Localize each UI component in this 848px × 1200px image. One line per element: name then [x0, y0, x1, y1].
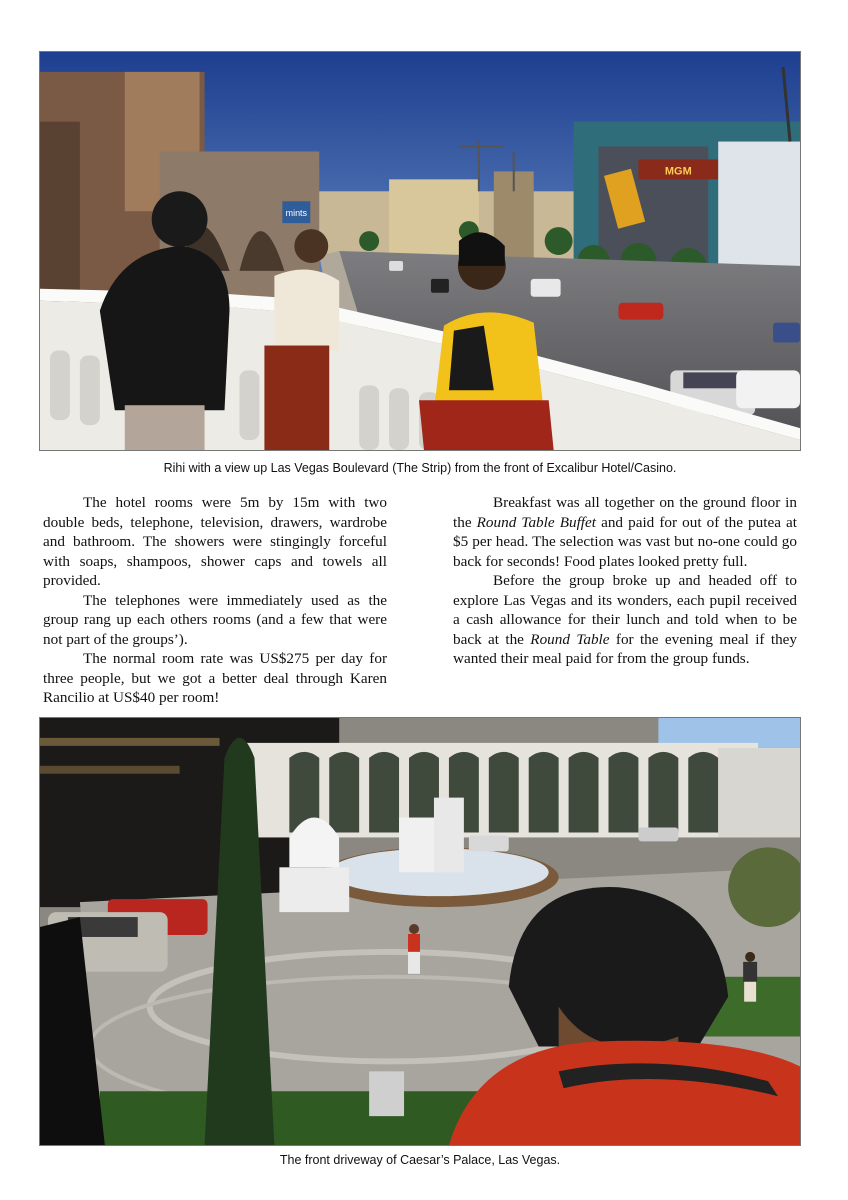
paragraph-group-funds: Before the group broke up and headed off to explore Las Vegas and its wonders, each pupil received a cash allowance for their lunch and told when to be back at the Round Table for the evening meal if they wanted their meal paid for from the group funds.	[453, 572, 797, 667]
strip-photo-caption: Rihi with a view up Las Vegas Boulevard (The Strip) from the front of Excalibur Hotel/Casino.	[163, 461, 677, 475]
paragraph-room-rate: The normal room rate was US$275 per day for three people, but we got a better deal through Karen Rancilio at US$40 per room!	[43, 650, 387, 706]
casino-sign: MGM	[664, 165, 692, 178]
article-column-left	[43, 493, 387, 708]
caesars-photo-caption: The front driveway of Caesar’s Palace, Las Vegas.	[279, 1153, 561, 1167]
strip-photo	[39, 51, 801, 451]
caesars-palace-photo	[39, 717, 801, 1146]
man-red-shirt	[408, 924, 420, 974]
paragraph-telephones: The telephones were immediately used as the group rang up each others rooms (and a few that were not part of the groups’).	[43, 591, 387, 648]
paragraph-hotel-rooms: The hotel rooms were 5m by 15m with two double beds, telephone, television, drawers, wardrobe and bathroom. The showers were stingingly forceful with soaps, shampoos, shower caps and towels all provided.	[43, 494, 387, 589]
article-column-right	[453, 493, 797, 669]
hotel-sign: mints	[285, 208, 308, 219]
paragraph-breakfast: Breakfast was all together on the ground floor in the Round Table Buffet and paid for out of the putea at $5 per head. The selection was vast but no-one could go back for seconds! Food plates looked pretty full.	[453, 494, 798, 570]
